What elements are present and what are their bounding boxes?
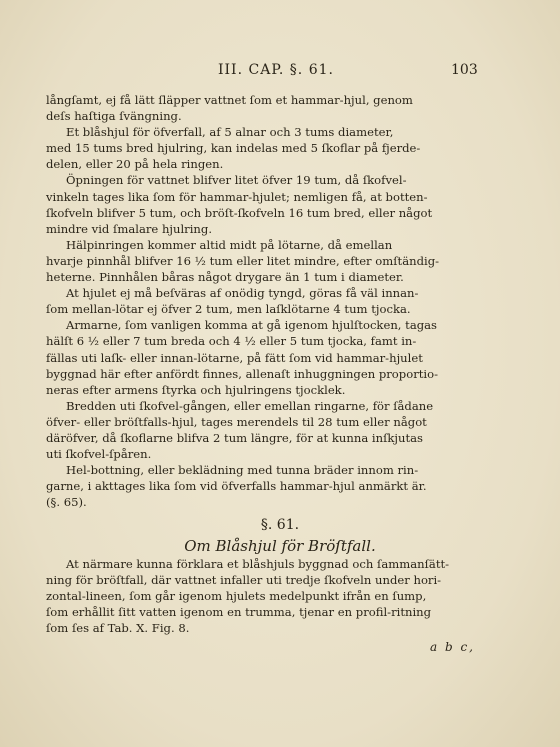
text-line: ſom erhållit ſitt vatten igenom en trumma, tjenar en profil-ritning (46, 605, 432, 620)
text-line: Öpningen för vattnet blifver litet öfver 19 tum, då ſkofvel- (66, 173, 407, 188)
text-line: vinkeln tages lika ſom för hammar-hjulet; nemligen få, at botten- (46, 189, 428, 204)
text-line: zontal-lineen, ſom går igenom hjulets medelpunkt ifrån en ſump, (46, 589, 427, 604)
running-head: III. CAP. §. 61. (218, 62, 334, 78)
text-line: långſamt, ej få lätt ſläpper vattnet ſom et hammar-hjul, genom (46, 93, 413, 107)
text-line: garne, i akttages lika ſom vid öfverfalls hammar-hjul anmärkt är. (46, 479, 427, 494)
text-line: At hjulet ej må beſväras af onödig tyngd, göras få väl innan- (66, 286, 419, 301)
page-header (0, 62, 560, 84)
text-line: mindre vid ſmalare hjulring. (46, 221, 213, 236)
text-line: ſkofveln blifver 5 tum, och bröſt-ſkofveln 16 tum bred, eller något (46, 205, 433, 220)
text-line: Hel-bottning, eller beklädning med tunna bräder innom rin- (66, 463, 419, 478)
text-line: hvarje pinnhål blifver 16 ½ tum eller litet mindre, efter omſtändig- (46, 253, 440, 268)
text-line: öfver- eller bröſtfalls-hjul, tages merendels til 28 tum eller något (46, 414, 427, 429)
text-line: däröfver, då ſkoflarne blifva 2 tum längre, för at kunna inſkjutas (46, 430, 423, 445)
body-text-section-60 (46, 92, 480, 510)
text-line: ſom mellan-lötar ej öfver 2 tum, men laſklötarne 4 tum tjocka. (46, 302, 411, 317)
text-line: ſom ſes af Tab. X. Fig. 8. (46, 621, 190, 636)
text-line: At närmare kunna förklara et blåshjuls byggnad och ſammanſätt- (66, 557, 450, 571)
text-line: Et blåshjul för öfverfall, af 5 alnar och 3 tums diameter, (66, 125, 394, 140)
body-text-section-61 (46, 556, 480, 636)
text-line: delen, eller 20 på hela ringen. (46, 157, 224, 172)
text-line: Bredden uti ſkofvel-gången, eller emellan ringarne, för ſådane (66, 398, 434, 413)
text-line: ning för bröſtfall, där vattnet infaller uti tredje ſkofveln under hori- (46, 573, 442, 588)
text-line: med 15 tums bred hjulring, kan indelas med 5 ſkoflar på fjerde- (46, 141, 421, 156)
section-heading: §. 61. (260, 517, 300, 533)
text-line: Armarne, ſom vanligen komma at gå igenom hjulſtocken, tagas (66, 318, 438, 333)
text-line: Hälpinringen kommer altid midt på lötarne, då emellan (66, 237, 393, 252)
text-line: (§. 65). (46, 495, 87, 510)
text-line: uti ſkofvel-ſpåren. (46, 447, 152, 462)
text-line: hälſt 6 ½ eller 7 tum breda och 4 ½ eller 5 tum tjocka, famt in- (46, 334, 417, 349)
text-line: heterne. Pinnhålen båras något drygare än 1 tum i diameter. (46, 270, 404, 285)
text-line: byggnad här efter anfördt finnes, allenaſt inhuggningen proportio- (46, 366, 438, 381)
text-line: deſs haſtiga ſvängning. (46, 109, 182, 124)
text-line: neras efter armens ſtyrka och hjulringens tjocklek. (46, 382, 346, 397)
page-number: 103 (451, 62, 478, 78)
section-title: Om Blåshjul för Bröſtfall. (184, 537, 376, 555)
figure-letters: a b c, (430, 640, 475, 654)
text-line: fällas uti laſk- eller innan-lötarne, på fätt ſom vid hammar-hjulet (46, 350, 423, 365)
